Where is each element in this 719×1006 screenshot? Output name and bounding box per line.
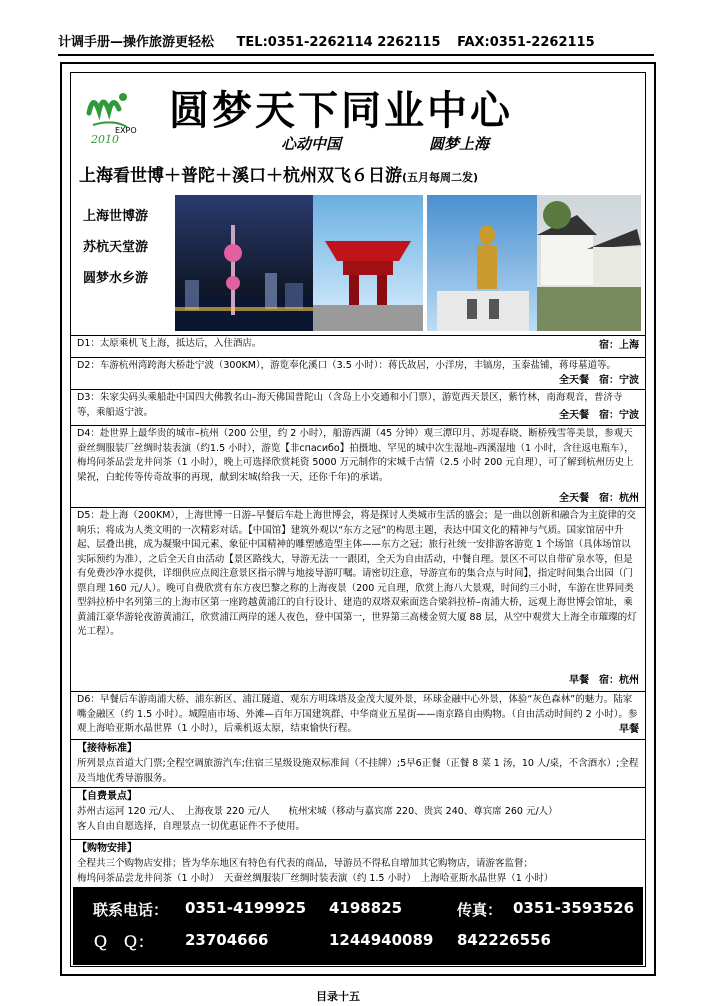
- day-text: D5：赴上海（200KM），上海世博一日游–早餐后车赴上海世博会，将是探讨人类城市生活的盛会；是一曲以创新和融合为主旋律的交响乐；将成为人类文明的一次精彩对话。【中国馆】建筑外观以“东方之冠”的构思主题，表达中国文化的精神与气质。国家馆居中升起、层叠出挑，成为凝聚中国元素、象征中国精神的雕塑感造型主体——东方之冠；旅行社统一安排游客游览 1 个场馆（具体场馆以实际预约为准），之后全天自由活动【景区路线大，导游无法一一跟团，全天为自由活动，中餐自理。景区不可以自带矿泉水等，但是有免费沙净水提供，详细供应点阅注意景区指示牌与地接导游叮嘱。请密切注意，导游宣布的集合点与时间】，指定时间集合出园（门票自理 160 元/人）。晚可自费欣赏有东方夜巴黎之称的上海夜景（200 元自理，欣赏上海八大景观，时间约三小时，车游在世界同类型斜拉桥中名列第三的上海市区第一座跨越黄浦江的自行设计、建造的双塔双索面迭合梁斜拉桥–南浦大桥，远观上海世博会馆址，乘黄浦江豪华游轮夜游黄浦江，欣赏浦江两岸的迷人夜色，登中国第一，世界第三高楼金贸大厦 88 层，从空中观赏大上海全市璀璨的灯光工程）。: [77, 510, 637, 637]
- shopping-section: [71, 839, 645, 889]
- optional-title: 【自费景点】: [77, 791, 137, 802]
- standards-title: 【接待标准】: [77, 743, 137, 754]
- contact-panel: [73, 887, 643, 965]
- day-text: D4：赴世界上最华贵的城市–杭州（200 公里，约 2 小时），船游西湖（45 分钟）观三潭印月、苏堤春晓、断桥残雪等美景，参观天蚕丝绸服装厂丝绸时装表演（约1.5 小时），游览【非спасибо】拍摄地、罕见的城中次生湿地–西溪湿地（1 小时，含往返电瓶车），梅坞问茶品尝龙井问茶（1 小时），晚上可选择欣赏耗资 5000 万元制作的宋城千古情（2.5 小时 200 元自理），可了解到杭州历史上梁祝，白蛇传等传奇故事的再现，献到宋城(给我一天，还你千年)的承诺。: [77, 428, 634, 483]
- phone-label: 联系电话：: [93, 901, 169, 919]
- optional-line1: 苏州古运河 120 元/人、 上海夜景 220 元/人 杭州宋城（移动与嘉宾席 220、贵宾 240、尊宾席 260 元/人）: [77, 806, 558, 817]
- photo-pearl-tower: [175, 195, 313, 331]
- route-main: 上海看世博＋普陀＋溪口＋杭州双飞６日游: [79, 166, 402, 186]
- shopping-title: 【购物安排】: [77, 843, 137, 854]
- page-title: 圆梦天下同业中心: [169, 87, 513, 134]
- shopping-line2: 梅坞问茶品尝龙井问茶（1 小时） 天蚕丝绸服装厂丝绸时装表演（约 1.5 小时） 上海哈亚斯水晶世界（1 小时）: [77, 873, 554, 884]
- phone-number-1: 0351-4199925: [185, 899, 307, 917]
- day-stay: 全天餐 宿：杭州: [559, 493, 639, 504]
- itinerary-row: [71, 691, 645, 739]
- itinerary-row: [71, 357, 645, 389]
- tag-item: 苏杭天堂游: [83, 240, 149, 255]
- route-note: (五月每周二发): [402, 171, 479, 184]
- qq-number-2: 1244940089: [329, 931, 434, 949]
- tag-item: 圆梦水乡游: [83, 271, 149, 286]
- qq-label: Ｑ Ｑ：: [93, 933, 154, 951]
- optional-line2: 客人自由自愿选择，自理景点一切优惠证件不予使用。: [77, 821, 306, 832]
- manual-title: 计调手册—操作旅游更轻松: [58, 35, 215, 50]
- itinerary-row: [71, 335, 645, 357]
- photo-guanyin-statue: [427, 195, 537, 331]
- optional-section: [71, 787, 645, 839]
- day-text: D1：太原乘机飞上海，抵达后，入住酒店。: [77, 338, 262, 349]
- day-text: D2：车游杭州湾跨海大桥赴宁波（300KM），游览奉化溪口（3.5 小时）：蒋氏故居，小洋房，丰镐房，玉泰盐铺，蒋母墓道等。: [77, 360, 617, 371]
- day-text: D6：早餐后车游南浦大桥、浦东新区、浦江隧道、观东方明珠塔及金茂大厦外景，环球金融中心外景，体验“灰色森林”的魅力。陆家嘴金融区（约 1.5 小时）。城隍庙市场、外滩—百年万国建筑群、中华商业五星街——南京路自由购物。（自由活动时间约 2 小时）。参观上海哈亚斯水晶世界（1 小时），后乘机返太原，结束愉快行程。: [77, 694, 638, 734]
- tag-list: [79, 197, 177, 333]
- page-footer: 目录十五: [316, 990, 360, 1003]
- tag-item: 上海世博游: [83, 209, 149, 224]
- itinerary: [71, 335, 645, 889]
- day-stay: 全天餐 宿：宁波: [559, 410, 639, 421]
- slogan-left: 心动中国: [281, 135, 342, 153]
- day-stay: 早餐: [619, 724, 639, 735]
- qq-number-3: 842226556: [457, 931, 551, 949]
- day-stay: 全天餐 宿：宁波: [559, 375, 639, 386]
- photo-china-pavilion: [313, 195, 423, 331]
- expo-logo: [83, 83, 153, 145]
- header-fax: FAX:0351-2262115: [457, 35, 595, 50]
- fax-number: 0351-3593526: [513, 899, 635, 917]
- itinerary-row: [71, 507, 645, 691]
- header-bar: [58, 32, 654, 56]
- standards-text: 所列景点首道大门票;全程空调旅游汽车;住宿三星级设施双标准间（不挂牌）;5早6正餐（正餐 8 菜 1 汤，10 人/桌，不含酒水）;全程及当地优秀导游服务。: [77, 758, 639, 784]
- fax-label: 传真：: [457, 901, 503, 919]
- content-box: [70, 72, 646, 967]
- standards-section: [71, 739, 645, 787]
- header-tel: TEL:0351-2262114 2262115: [236, 35, 441, 50]
- itinerary-row: [71, 425, 645, 507]
- logo-expo-text: EXPO: [115, 126, 137, 135]
- route-title: [79, 161, 478, 186]
- page-frame: [60, 62, 656, 976]
- itinerary-row: [71, 389, 645, 425]
- day-stay: 宿：上海: [599, 340, 639, 351]
- day-text: D3：朱家尖码头乘船赴中国四大佛教名山–海天佛国普陀山（含岛上小交通和小门票），游览西天景区，紫竹林，南海观音，普济寺等，乘船返宁波。: [77, 392, 623, 418]
- slogan-right: 圆梦上海: [429, 135, 490, 153]
- qq-number-1: 23704666: [185, 931, 269, 949]
- logo-year-text: 2010: [91, 133, 119, 145]
- day-stay: 早餐 宿：杭州: [569, 675, 639, 686]
- photo-water-town: [537, 195, 641, 331]
- shopping-line1: 全程共三个购物店安排；皆为华东地区有特色有代表的商品，导游员不得私自增加其它购物店，请游客监督；: [77, 858, 534, 869]
- phone-number-2: 4198825: [329, 899, 403, 917]
